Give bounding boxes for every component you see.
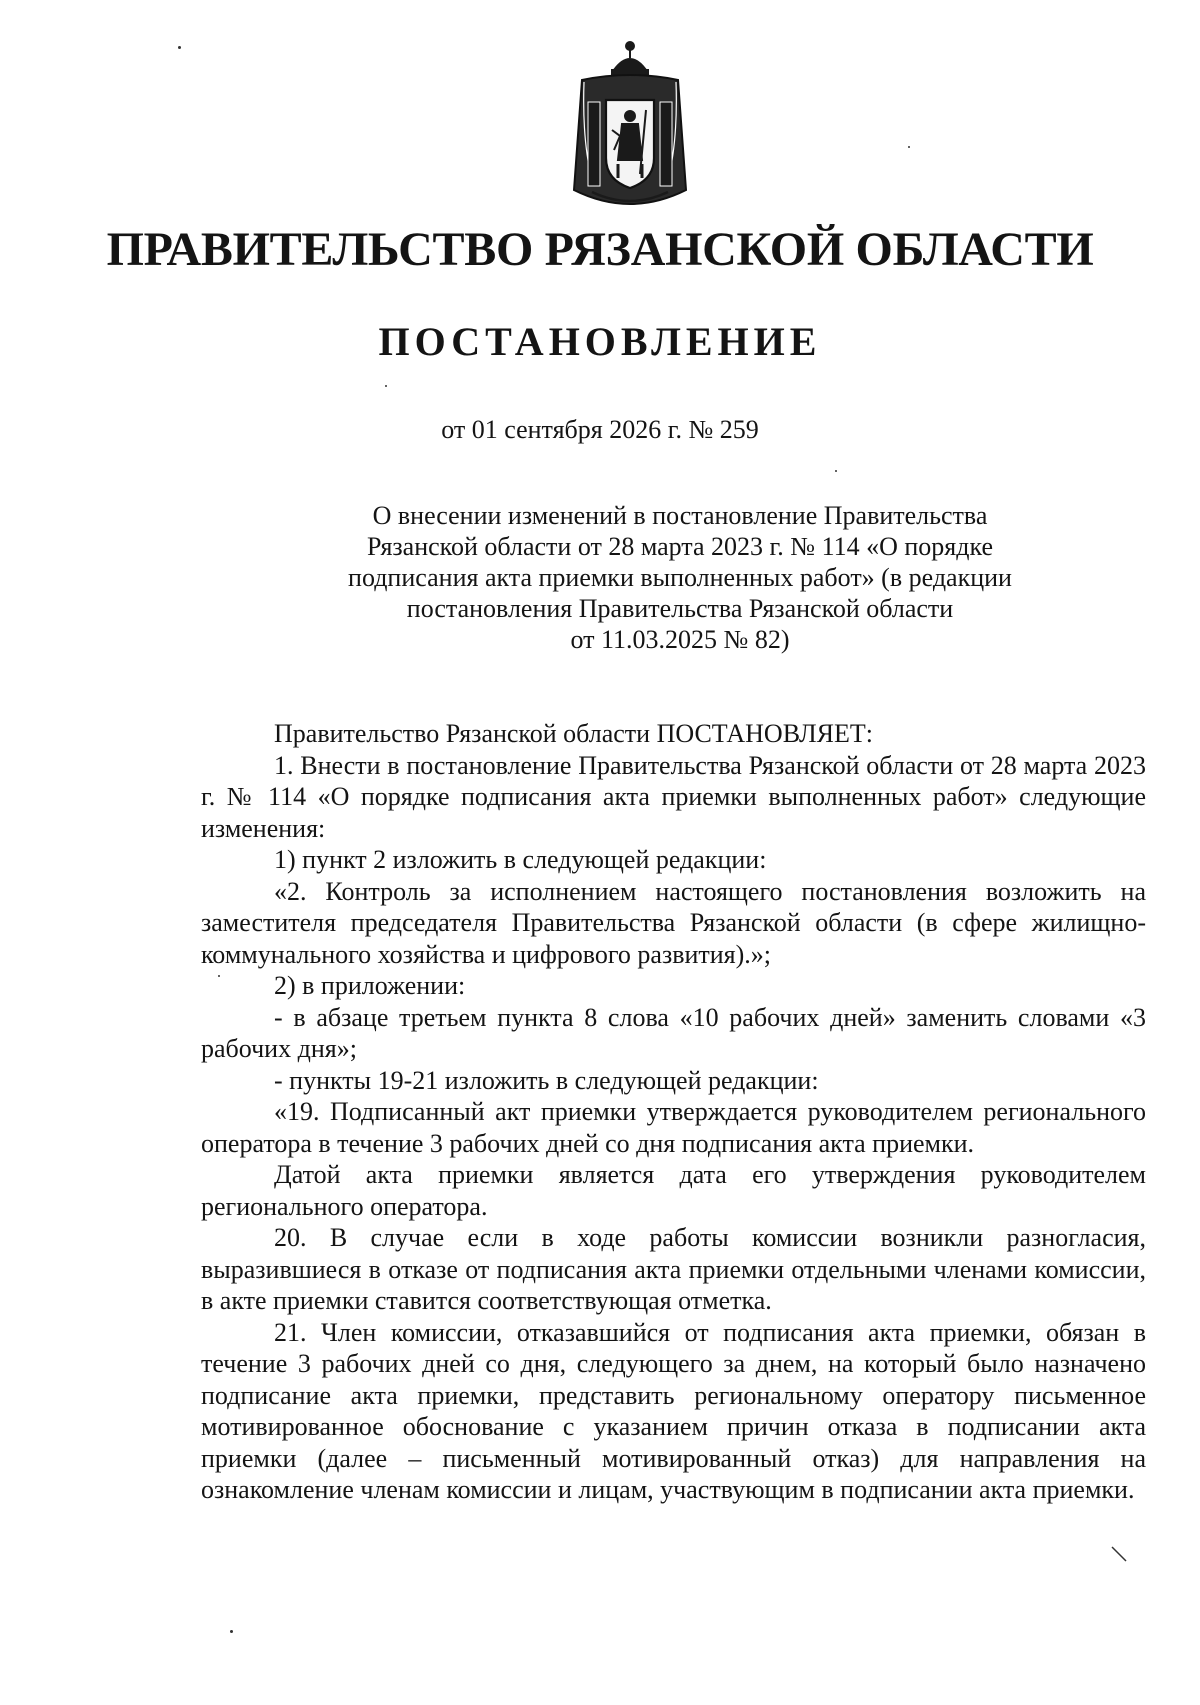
subject-line: от 11.03.2025 № 82) bbox=[570, 625, 790, 654]
body-paragraph: «19. Подписанный акт приемки утверждается руководителем регионального оператора в течение 3 рабочих дней со дня подписания акта приемки. bbox=[201, 1097, 1146, 1158]
body-paragraph: - в абзаце третьем пункта 8 слова «10 рабочих дней» заменить словами «3 рабочих дня»; bbox=[201, 1002, 1146, 1063]
scan-speck bbox=[385, 385, 387, 387]
document-body bbox=[201, 718, 1146, 1506]
subject-line: постановления Правительства Рязанской области bbox=[406, 594, 954, 623]
body-paragraph: Датой акта приемки является дата его утверждения руководителем регионального оператора. bbox=[201, 1160, 1146, 1221]
scan-speck bbox=[178, 46, 181, 49]
subject-line: подписания акта приемки выполненных работ» (в редакции bbox=[348, 563, 1012, 592]
body-paragraph: Правительство Рязанской области ПОСТАНОВЛЯЕТ: bbox=[274, 719, 874, 748]
document-date-number: от 01 сентября 2026 г. № 259 bbox=[441, 415, 759, 444]
subject-line: О внесении изменений в постановление Правительства bbox=[372, 501, 988, 530]
document-type: ПОСТАНОВЛЕНИЕ bbox=[378, 319, 822, 364]
document-subject bbox=[300, 500, 1060, 655]
body-paragraph: - пункты 19-21 изложить в следующей редакции: bbox=[274, 1065, 819, 1095]
scan-speck bbox=[835, 470, 837, 472]
body-paragraph: «2. Контроль за исполнением настоящего постановления возложить на заместителя председателя Правительства Рязанской области (в сфере жилищно-коммунального хозяйства и цифрового развития).»; bbox=[201, 876, 1146, 969]
body-paragraph: 20. В случае если в ходе работы комиссии возникли разногласия, выразившиеся в отказе от подписания акта приемки отдельными членами комиссии, в акте приемки ставится соответствующая отметка. bbox=[201, 1223, 1146, 1315]
body-paragraph: 1) пункт 2 изложить в следующей редакции: bbox=[274, 845, 767, 874]
scan-speck bbox=[230, 1630, 233, 1633]
body-paragraph: 2) в приложении: bbox=[274, 971, 466, 1000]
scan-speck bbox=[218, 975, 220, 977]
body-paragraph: 1. Внести в постановление Правительства Рязанской области от 28 марта 2023 г. № 114 «О порядке подписания акта приемки выполненных работ» следующие изменения: bbox=[201, 750, 1146, 843]
body-paragraph: 21. Член комиссии, отказавшийся от подписания акта приемки, обязан в течение 3 рабочих дней со дня, следующего за днем, на который было назначено подписание акта приемки, представить региональному оператору письменное мотивированное обоснование с указанием причин отказа в подписании акта приемки (далее – письменный мотивированный отказ) для направления на ознакомление членам комиссии и лицам, участвующим в подписании акта приемки. bbox=[201, 1317, 1146, 1504]
organization-title: ПРАВИТЕЛЬСТВО РЯЗАНСКОЙ ОБЛАСТИ bbox=[106, 223, 1094, 276]
ryazan-coat-of-arms-icon bbox=[562, 40, 698, 220]
subject-line: Рязанской области от 28 марта 2023 г. № 114 «О порядке bbox=[366, 532, 994, 561]
scan-mark bbox=[1110, 1545, 1130, 1565]
scan-speck bbox=[908, 146, 910, 148]
